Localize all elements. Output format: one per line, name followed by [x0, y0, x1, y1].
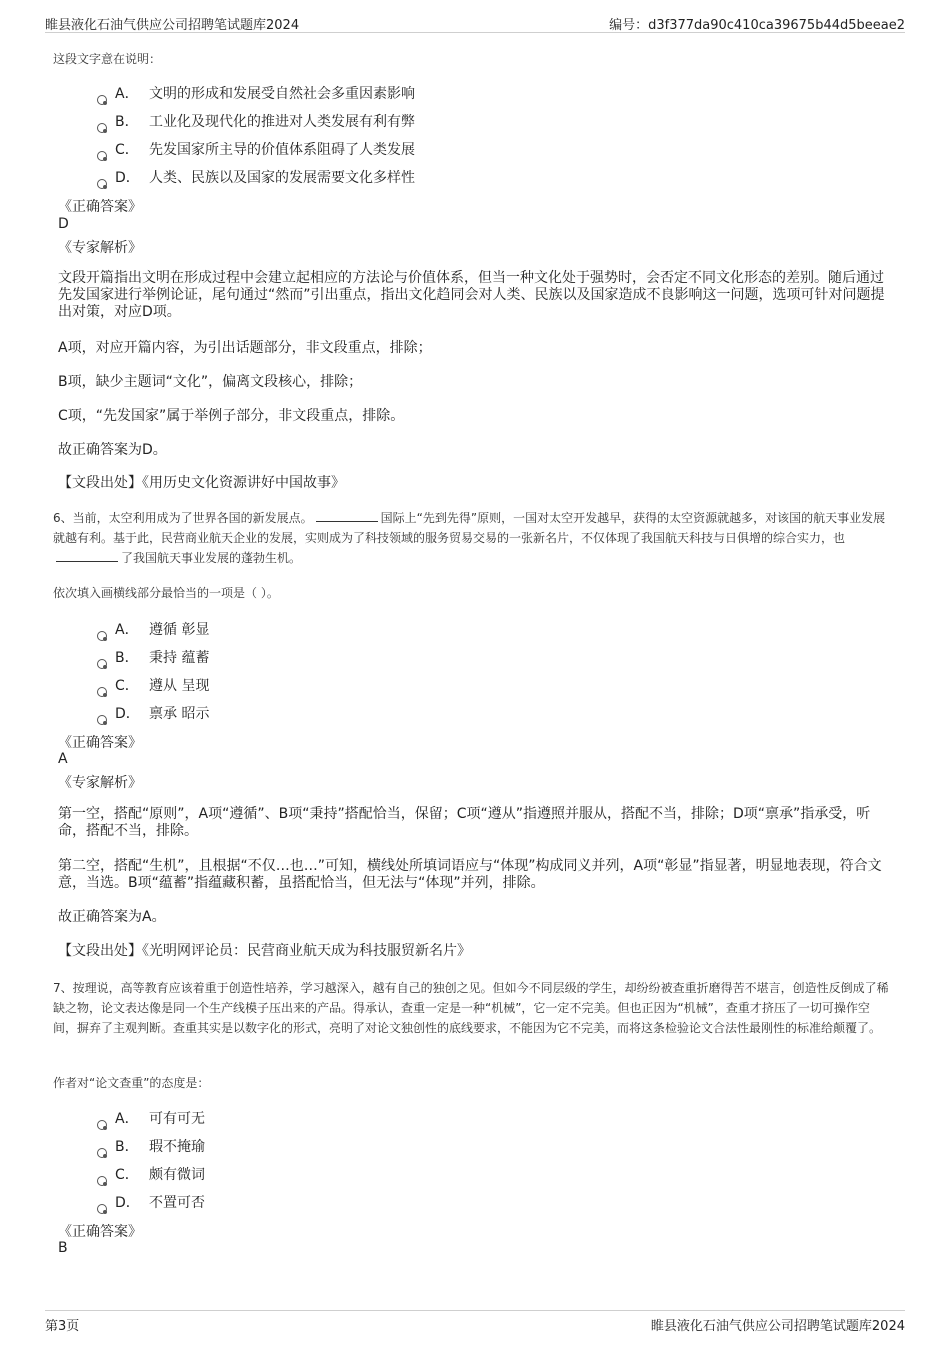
- q6-option-a[interactable]: A． 遵循 彰显: [97, 619, 209, 639]
- radio-icon[interactable]: [97, 123, 107, 133]
- radio-icon[interactable]: [97, 151, 107, 161]
- q7-prompt: 作者对“论文查重”的态度是：: [53, 1076, 210, 1090]
- q5-option-d[interactable]: D． 人类、民族以及国家的发展需要文化多样性: [97, 167, 415, 187]
- q6-prompt: 依次填入画横线部分最恰当的一项是（ ）。: [53, 586, 279, 600]
- q7-option-c[interactable]: C． 颇有微词: [97, 1164, 205, 1184]
- radio-icon[interactable]: [97, 715, 107, 725]
- q7-option-d[interactable]: D． 不置可否: [97, 1192, 205, 1212]
- blank-line[interactable]: [316, 509, 378, 522]
- q6-analysis-label: 《专家解析》: [58, 775, 142, 791]
- radio-icon[interactable]: [97, 179, 107, 189]
- page-footer: [45, 1310, 905, 1335]
- radio-icon[interactable]: [97, 95, 107, 105]
- q6-option-c[interactable]: C． 遵从 呈现: [97, 675, 209, 695]
- blank-line[interactable]: [56, 549, 118, 562]
- q5-analysis-p2: A项，对应开篇内容，为引出话题部分，非文段重点，排除；: [58, 340, 432, 356]
- q6-option-b[interactable]: B． 秉持 蕴蓄: [97, 647, 209, 667]
- q5-analysis-label: 《专家解析》: [58, 240, 142, 256]
- header-code: 编号：d3f377da90c410ca39675b44d5beeae2: [609, 18, 905, 33]
- q6-answer-label: 《正确答案》: [58, 735, 142, 751]
- radio-icon[interactable]: [97, 1204, 107, 1214]
- q6-option-d[interactable]: D． 禀承 昭示: [97, 703, 209, 723]
- q7-option-a[interactable]: A． 可有可无: [97, 1108, 205, 1128]
- q6-analysis-p1: 第一空，搭配“原则”，A项“遵循”、B项“秉持”搭配恰当，保留；C项“遵从”指遵照并服从，搭配不当，排除；D项“禀承”指承受，听命，搭配不当，排除。: [58, 806, 871, 839]
- q5-prompt: 这段文字意在说明：: [53, 52, 162, 66]
- radio-icon[interactable]: [97, 687, 107, 697]
- q7-text: 7、按理说，高等教育应该着重于创造性培养，学习越深入，越有自己的独创之见。但如今不同层级的学生，却纷纷被查重折磨得苦不堪言，创造性反倒成了稀缺之物，论文表达像是同一个生产线模子压出来的产品。得承认，查重一定是一种“机械”，它一定不完美。但也正因为“机械”，查重才挤压了一切可操作空间，摒弃了主观判断。查重其实是以数字化的形式，亮明了对论文独创性的底线要求，不能因为它不完美，而将这条检验论文合法性最刚性的标准给颠覆了。: [53, 981, 889, 1035]
- header-title: 睢县液化石油气供应公司招聘笔试题库2024: [45, 18, 300, 33]
- q6-source: 【文段出处】《光明网评论员：民营商业航天成为科技服贸新名片》: [58, 943, 471, 959]
- q6-answer: A: [58, 751, 68, 767]
- q5-analysis-p4: C项，“先发国家”属于举例子部分，非文段重点，排除。: [58, 408, 405, 424]
- q7-answer: B: [58, 1240, 68, 1256]
- radio-icon[interactable]: [97, 631, 107, 641]
- radio-icon[interactable]: [97, 1148, 107, 1158]
- q6-text: 6、当前，太空利用成为了世界各国的新发展点。 国际上“先到先得”原则，一国对太空开发越早，获得的太空资源就越多，对该国的航天事业发展就越有利。基于此，民营商业航天企业的发展，实则成为了科技领域的服务贸易交易的一张新名片，不仅体现了我国航天科技与日俱增的综合实力，也了我国航天事业发展的蓬勃生机。: [53, 511, 886, 565]
- q7-answer-label: 《正确答案》: [58, 1224, 142, 1240]
- footer-title: 睢县液化石油气供应公司招聘笔试题库2024: [650, 1319, 905, 1334]
- q5-analysis-p1: 文段开篇指出文明在形成过程中会建立起相应的方法论与价值体系，但当一种文化处于强势时，会否定不同文化形态的差别。随后通过先发国家进行举例论证，尾句通过“然而”引出重点，指出文化趋同会对人类、民族以及国家造成不良影响这一问题，选项可针对问题提出对策，对应D项。: [58, 270, 885, 320]
- q5-option-a[interactable]: A． 文明的形成和发展受自然社会多重因素影响: [97, 83, 415, 103]
- radio-icon[interactable]: [97, 1176, 107, 1186]
- page-number: 第3页: [45, 1319, 80, 1334]
- q6-analysis-p2: 第二空，搭配“生机”，且根据“不仅…也…”可知，横线处所填词语应与“体现”构成同义并列，A项“彰显”指显著，明显地表现，符合文意，当选。B项“蕴蓄”指蕴藏积蓄，虽搭配恰当，但无法与“体现”并列，排除。: [58, 858, 882, 891]
- q5-analysis-p5: 故正确答案为D。: [58, 442, 167, 458]
- q5-source: 【文段出处】《用历史文化资源讲好中国故事》: [58, 475, 345, 491]
- radio-icon[interactable]: [97, 1120, 107, 1130]
- q5-option-b[interactable]: B． 工业化及现代化的推进对人类发展有利有弊: [97, 111, 415, 131]
- q5-option-c[interactable]: C． 先发国家所主导的价值体系阻碍了人类发展: [97, 139, 415, 159]
- page-header: [45, 10, 905, 33]
- radio-icon[interactable]: [97, 659, 107, 669]
- q5-answer: D: [58, 216, 69, 232]
- q7-option-b[interactable]: B． 瑕不掩瑜: [97, 1136, 205, 1156]
- q5-answer-label: 《正确答案》: [58, 199, 142, 215]
- q6-analysis-p3: 故正确答案为A。: [58, 909, 166, 925]
- q5-analysis-p3: B项，缺少主题词“文化”，偏离文段核心，排除；: [58, 374, 363, 390]
